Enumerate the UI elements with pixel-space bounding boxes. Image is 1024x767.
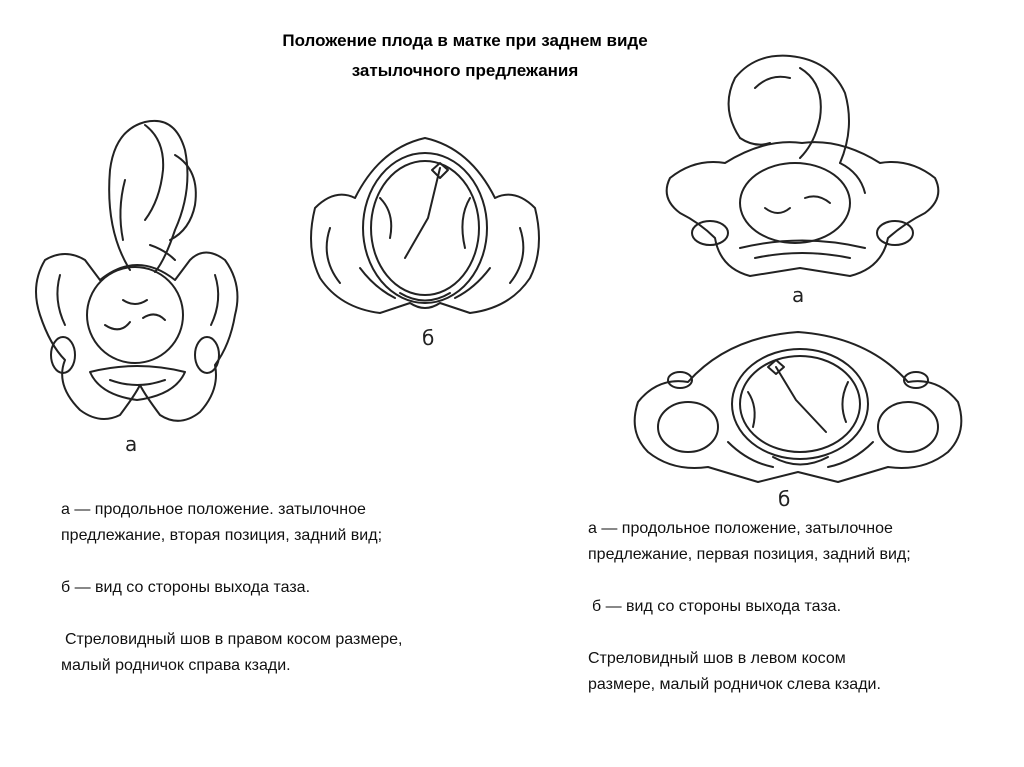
pelvic-outlet-drawing-right [628, 322, 968, 492]
figure-left-b-label: б [422, 326, 436, 350]
caption-right-line-4: Стреловидный шов в левом косом [588, 650, 846, 667]
figure-right-b [628, 322, 968, 492]
page-title [200, 26, 730, 86]
caption-right-line-5: размере, малый родничок слева кзади. [588, 676, 881, 693]
caption-left-line-3: б — вид со стороны выхода таза. [61, 579, 311, 596]
caption-right-line-1: а — продольное положение, затылочное [588, 520, 893, 537]
caption-left-line-4: Стреловидный шов в правом косом размере, [65, 631, 403, 648]
caption-left [61, 497, 403, 679]
caption-left-line-5: малый родничок справа кзади. [61, 657, 291, 674]
figure-right-b-label: б [778, 487, 792, 511]
figure-left-b [300, 118, 550, 323]
fetus-pelvis-drawing-left [25, 110, 250, 440]
figure-left-a-label: а [125, 432, 139, 456]
figure-right-a [660, 48, 945, 288]
caption-right-line-3: б — вид со стороны выхода таза. [592, 598, 842, 615]
fetus-pelvis-drawing-right [660, 48, 945, 288]
figure-right-a-label: а [792, 283, 806, 307]
caption-left-line-1: а — продольное положение. затылочное [61, 501, 366, 518]
caption-right [588, 516, 911, 698]
figure-left-a [25, 110, 250, 440]
title-line-2: затылочного предлежания [351, 61, 579, 80]
caption-left-line-2: предлежание, вторая позиция, задний вид; [61, 527, 383, 544]
caption-right-line-2: предлежание, первая позиция, задний вид; [588, 546, 911, 563]
title-line-1: Положение плода в матке при заднем виде [282, 31, 648, 50]
pelvic-outlet-drawing-left [300, 118, 550, 323]
